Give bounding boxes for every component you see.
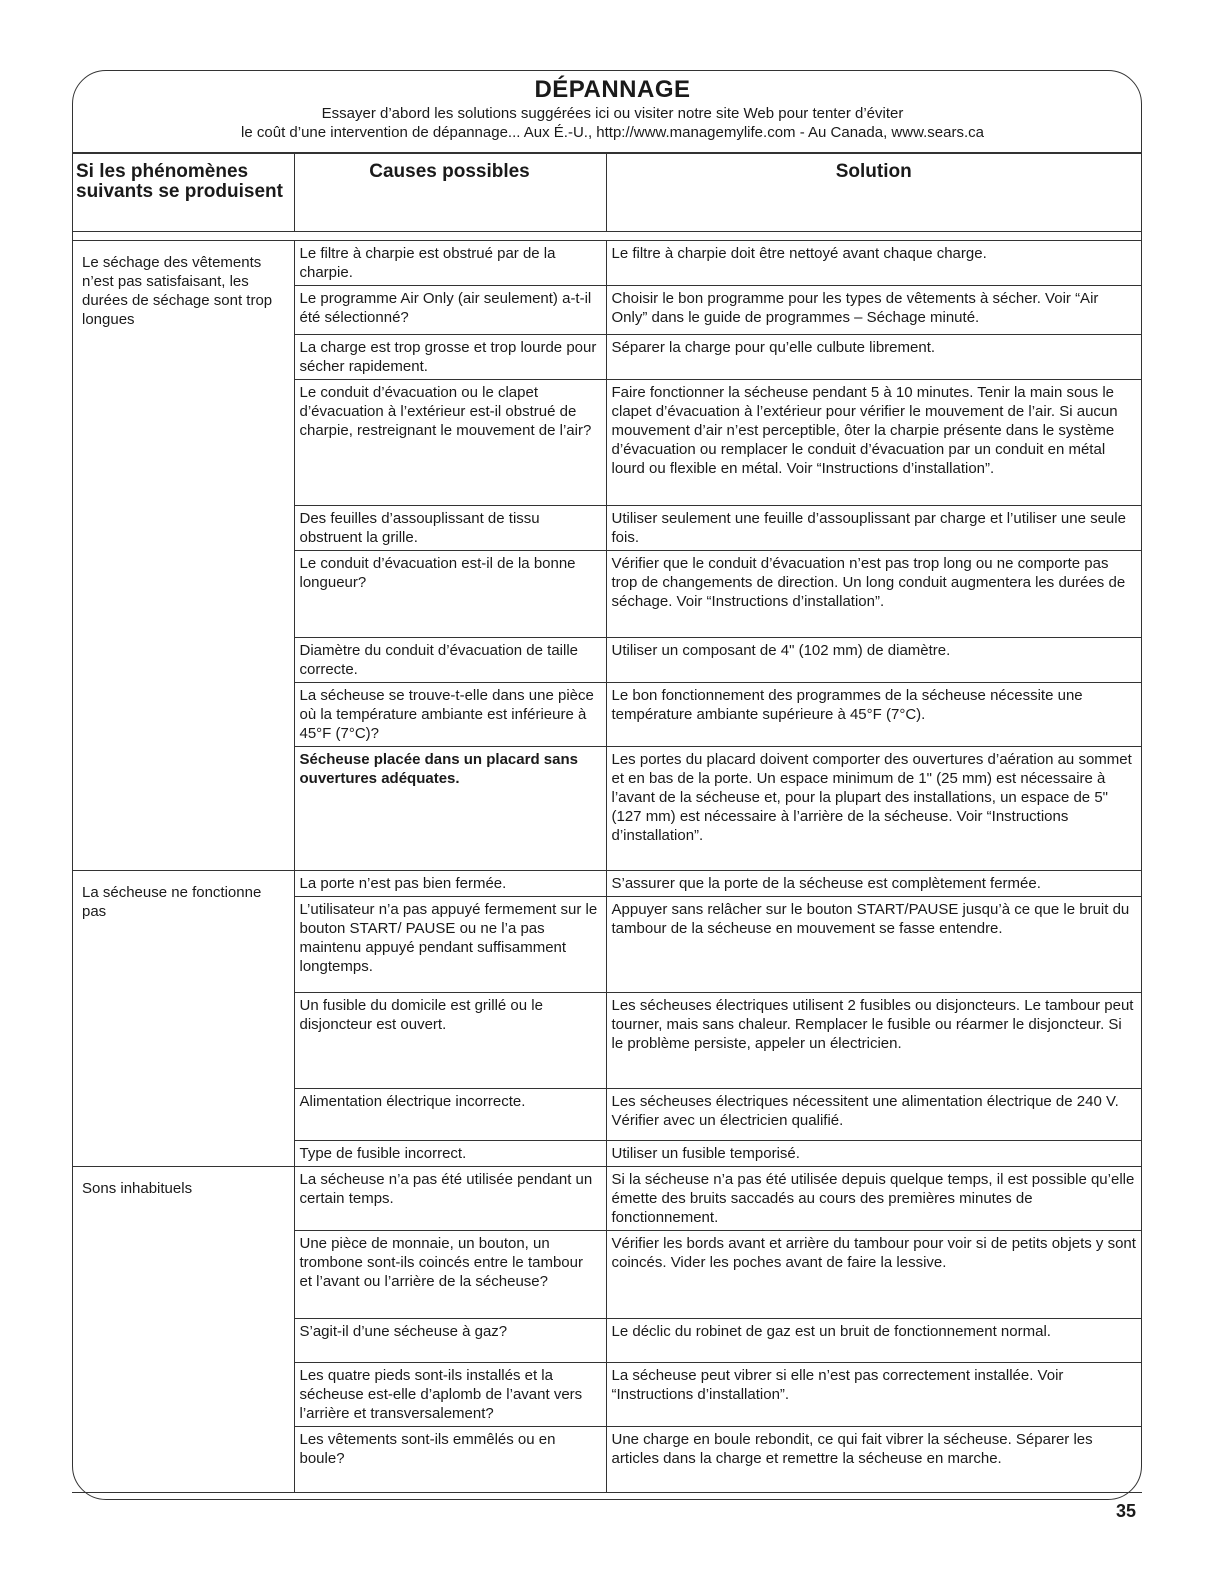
solution-cell: Les sécheuses électriques utilisent 2 fusibles ou disjoncteurs. Le tambour peut tourner, mais sans chaleur. Remplacer le fusible ou réarmer le disjoncteur. Si le problème persiste, appeler un électricien. bbox=[606, 993, 1142, 1089]
cause-cell: La charge est trop grosse et trop lourde pour sécher rapidement. bbox=[294, 335, 606, 380]
solution-cell: La sécheuse peut vibrer si elle n’est pas correctement installée. Voir “Instructions d’installation”. bbox=[606, 1363, 1142, 1427]
table-body bbox=[72, 241, 1142, 1493]
page-number: 35 bbox=[1116, 1501, 1137, 1521]
cause-cell: Les vêtements sont-ils emmêlés ou en boule? bbox=[294, 1427, 606, 1493]
table-row bbox=[72, 1167, 1142, 1231]
cause-cell: Le conduit d’évacuation ou le clapet d’évacuation à l’extérieur est-il obstrué de charpie, restreignant le mouvement de l’air? bbox=[294, 380, 606, 506]
cause-cell: Le conduit d’évacuation est-il de la bonne longueur? bbox=[294, 551, 606, 638]
solution-cell: Si la sécheuse n’a pas été utilisée depuis quelque temps, il est possible qu’elle émette des bruits saccadés au cours des premières minutes de fonctionnement. bbox=[606, 1167, 1142, 1231]
symptom-cell: Sons inhabituels bbox=[72, 1167, 294, 1493]
intro-line-2: le coût d’une intervention de dépannage... Aux É.-U., http://www.managemylife.com - Au Canada, www.sears.ca bbox=[241, 124, 984, 141]
troubleshooting-table bbox=[72, 152, 1142, 1493]
cause-cell: La sécheuse n’a pas été utilisée pendant un certain temps. bbox=[294, 1167, 606, 1231]
intro-line-1: Essayer d’abord les solutions suggérées ici ou visiter notre site Web pour tenter d’éviter bbox=[321, 105, 904, 122]
cause-cell: Diamètre du conduit d’évacuation de taille correcte. bbox=[294, 638, 606, 683]
column-header-solution: Solution bbox=[606, 153, 1142, 232]
intro-text bbox=[0, 104, 1225, 142]
solution-cell: Vérifier les bords avant et arrière du tambour pour voir si de petits objets y sont coincés. Vider les poches avant de faire la lessive. bbox=[606, 1231, 1142, 1319]
cause-cell: Sécheuse placée dans un placard sans ouvertures adéquates. bbox=[294, 747, 606, 871]
column-header-causes: Causes possibles bbox=[294, 153, 606, 232]
cause-cell: Le filtre à charpie est obstrué par de la charpie. bbox=[294, 241, 606, 286]
page-title: DÉPANNAGE bbox=[534, 76, 691, 103]
column-header-symptoms: Si les phénomènes suivants se produisent bbox=[72, 153, 294, 232]
solution-cell: Une charge en boule rebondit, ce qui fait vibrer la sécheuse. Séparer les articles dans la charge et remettre la sécheuse en marche. bbox=[606, 1427, 1142, 1493]
cause-cell: La sécheuse se trouve-t-elle dans une pièce où la température ambiante est inférieure à 45°F (7°C)? bbox=[294, 683, 606, 747]
symptom-cell: La sécheuse ne fonctionne pas bbox=[72, 871, 294, 1167]
cause-cell: Le programme Air Only (air seulement) a-t-il été sélectionné? bbox=[294, 286, 606, 335]
solution-cell: Utiliser un composant de 4" (102 mm) de diamètre. bbox=[606, 638, 1142, 683]
solution-cell: S’assurer que la porte de la sécheuse est complètement fermée. bbox=[606, 871, 1142, 897]
cause-cell: S’agit-il d’une sécheuse à gaz? bbox=[294, 1319, 606, 1363]
cause-cell: Des feuilles d’assouplissant de tissu obstruent la grille. bbox=[294, 506, 606, 551]
cause-cell: Un fusible du domicile est grillé ou le disjoncteur est ouvert. bbox=[294, 993, 606, 1089]
cause-cell: La porte n’est pas bien fermée. bbox=[294, 871, 606, 897]
solution-cell: Faire fonctionner la sécheuse pendant 5 à 10 minutes. Tenir la main sous le clapet d’évacuation à l’extérieur pour vérifier le mouvement de l’air. Si aucun mouvement d’air n’est perceptible, ôter la charpie présente dans le système d’évacuation ou remplacer le conduit d’évacuation par un conduit en métal lourd ou flexible en métal. Voir “Instructions d’installation”. bbox=[606, 380, 1142, 506]
solution-cell: Utiliser seulement une feuille d’assouplissant par charge et l’utiliser une seule fois. bbox=[606, 506, 1142, 551]
cause-cell: Type de fusible incorrect. bbox=[294, 1141, 606, 1167]
cause-cell: Alimentation électrique incorrecte. bbox=[294, 1089, 606, 1141]
cause-cell: Les quatre pieds sont-ils installés et la sécheuse est-elle d’aplomb de l’avant vers l’arrière et transversalement? bbox=[294, 1363, 606, 1427]
solution-cell: Le déclic du robinet de gaz est un bruit de fonctionnement normal. bbox=[606, 1319, 1142, 1363]
cause-cell: L’utilisateur n’a pas appuyé fermement sur le bouton START/ PAUSE ou ne l’a pas maintenu appuyé pendant suffisamment longtemps. bbox=[294, 897, 606, 993]
solution-cell: Utiliser un fusible temporisé. bbox=[606, 1141, 1142, 1167]
solution-cell: Appuyer sans relâcher sur le bouton START/PAUSE jusqu’à ce que le bruit du tambour de la sécheuse en mouvement se fasse entendre. bbox=[606, 897, 1142, 993]
solution-cell: Vérifier que le conduit d’évacuation n’est pas trop long ou ne comporte pas trop de changements de direction. Un long conduit augmentera les durées de séchage. Voir “Instructions d’installation”. bbox=[606, 551, 1142, 638]
symptom-cell: Le séchage des vêtements n’est pas satisfaisant, les durées de séchage sont trop longues bbox=[72, 241, 294, 871]
solution-cell: Séparer la charge pour qu’elle culbute librement. bbox=[606, 335, 1142, 380]
solution-cell: Le bon fonctionnement des programmes de la sécheuse nécessite une température ambiante supérieure à 45°F (7°C). bbox=[606, 683, 1142, 747]
solution-cell: Choisir le bon programme pour les types de vêtements à sécher. Voir “Air Only” dans le guide de programmes – Séchage minuté. bbox=[606, 286, 1142, 335]
solution-cell: Les sécheuses électriques nécessitent une alimentation électrique de 240 V. Vérifier avec un électricien qualifié. bbox=[606, 1089, 1142, 1141]
solution-cell: Les portes du placard doivent comporter des ouvertures d’aération au sommet et en bas de la porte. Un espace minimum de 1" (25 mm) est nécessaire à l’avant de la sécheuse et, pour la plupart des installations, un espace de 5" (127 mm) est nécessaire à l’arrière de la sécheuse. Voir “Instructions d’installation”. bbox=[606, 747, 1142, 871]
table-row bbox=[72, 871, 1142, 897]
solution-cell: Le filtre à charpie doit être nettoyé avant chaque charge. bbox=[606, 241, 1142, 286]
table-row bbox=[72, 241, 1142, 286]
cause-cell: Une pièce de monnaie, un bouton, un trombone sont-ils coincés entre le tambour et l’avant ou l’arrière de la sécheuse? bbox=[294, 1231, 606, 1319]
